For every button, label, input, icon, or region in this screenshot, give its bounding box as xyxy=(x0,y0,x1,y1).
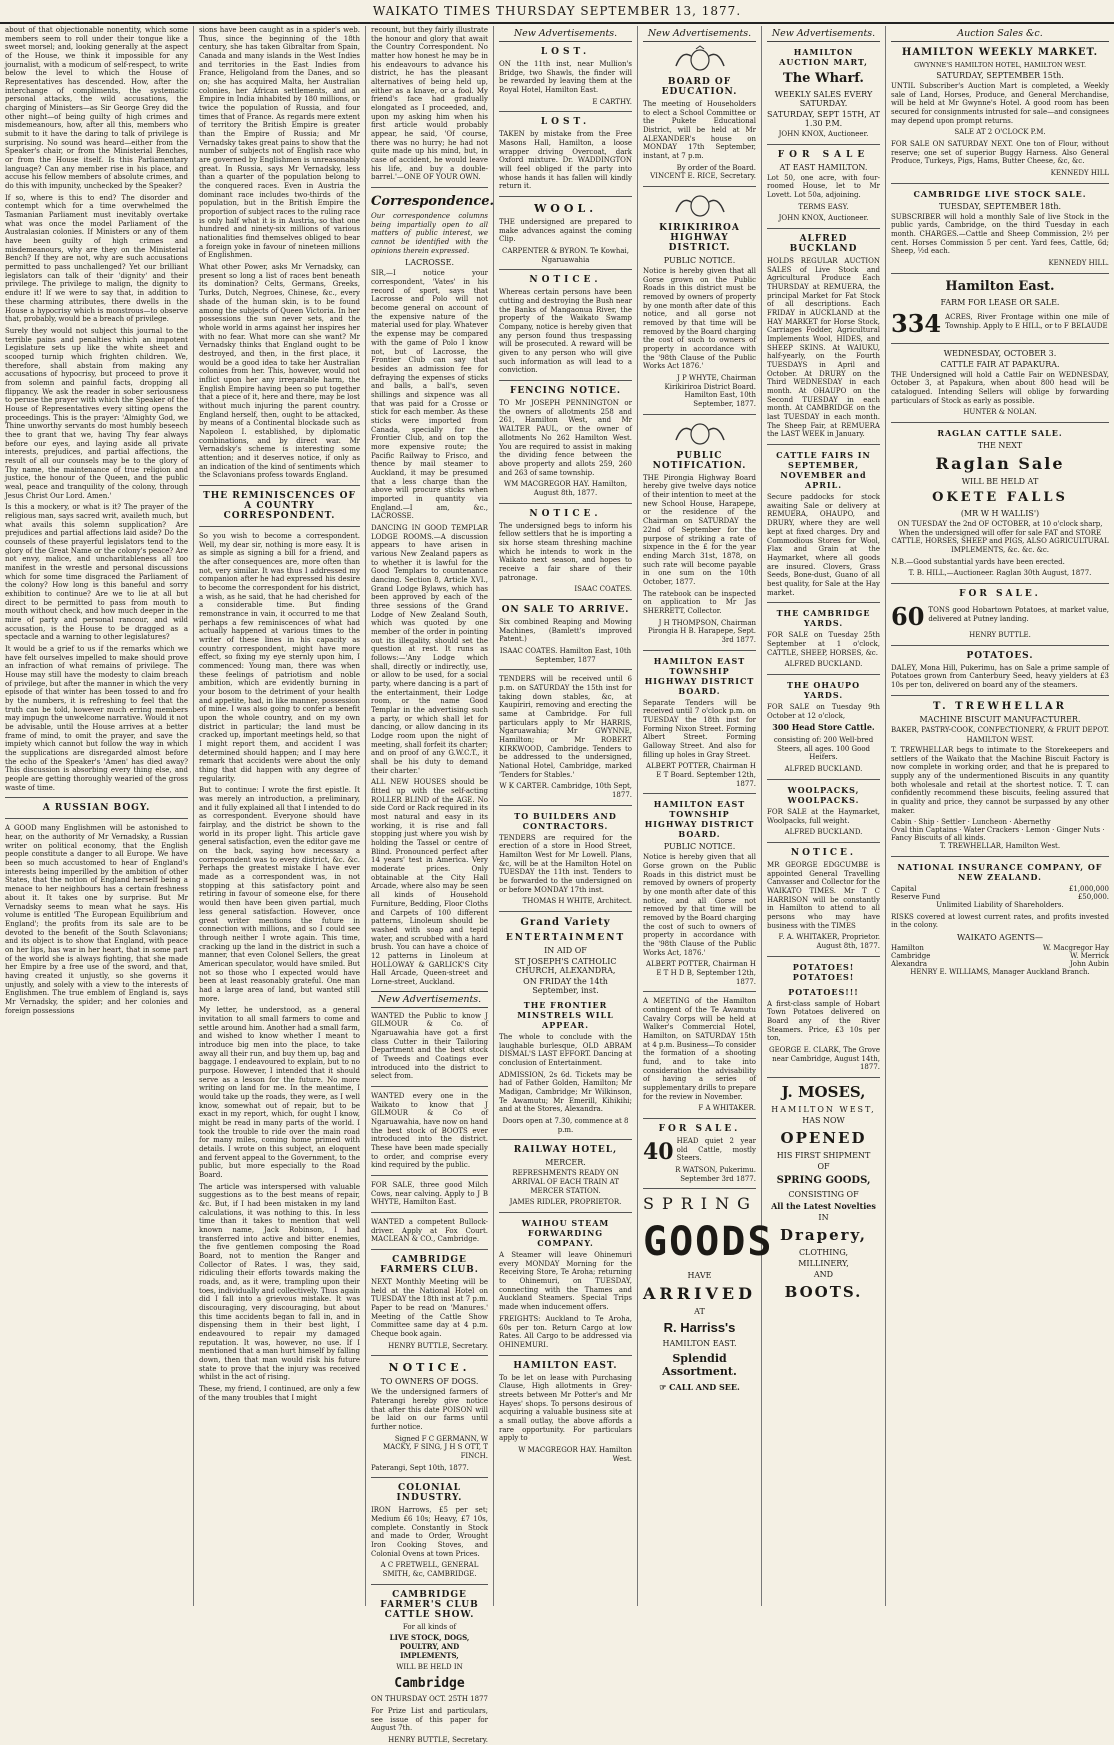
divider xyxy=(643,1118,756,1119)
ad: A first-class sample of Hobart Town Potatoes delivered on Board any of the River Steamers. Price, £3 10s per ton, xyxy=(767,999,880,1043)
section-header: Auction Sales &c. xyxy=(891,26,1109,42)
ad: MR GEORGE EDGCUMBE is appointed General Travelling Canvasser and Collector for the WAIKATO TIMES. Mr T C HARRISON will be constantly in Hamilton to attend to all persons who may have business with the TIMES xyxy=(767,860,881,930)
ad-line: CONSISTING OF xyxy=(788,1189,859,1199)
ad-heading: POTATOES! POTATOES! xyxy=(792,961,855,982)
ad-subheading: AT EAST HAMILTON. xyxy=(779,162,868,172)
ad-town: Cambridge xyxy=(394,1676,465,1692)
ad: ACRES, River Frontage within one mile of Township. Apply to E HILL, or to F BELAUDE xyxy=(945,313,1109,330)
ad-signature: KENNEDY HILL. xyxy=(1048,259,1109,268)
section-header: New Advertisements. xyxy=(767,26,880,42)
ad-signature: WM MACGREGOR HAY. Hamilton, August 8th, 1877. xyxy=(503,480,628,497)
section-header: New Advertisements. xyxy=(643,26,756,42)
article-paragraph: DANCING IN GOOD TEMPLAR LODGE ROOMS.—A discussion appears to have arisen in various New Zealand papers as to whether it is lawful for the Good Templars to countenance dancing. Section 8, Article XVI., Grand Lodge Bylaws, which has been approved by each of the three sessions of the Grand Lodge of New Zealand South, which was quoted by one member of the order in pointing out its illegality, should set the question at rest. It runs as follows:—'Any Lodge which shall, directly or indirectly, use, or allow to be used, for a social party, where dancing is a part of the entertainment, their Lodge room, or the name Good Templar in the advertising such a party, or which shall let for dancing, or allow dancing in its Lodge room upon the night of meeting, shall forfeit its charter; and on proof of any G.W.C.T., it shall be his duty to demand their charter.' xyxy=(371,523,488,775)
ad-heading: ENTERTAINMENT xyxy=(505,933,626,944)
divider xyxy=(499,599,632,600)
ad-heading: LOST. xyxy=(540,47,591,57)
ad-count: 60 xyxy=(891,602,925,632)
ad: ON the 11th inst, near Mullion's Bridge, two Shawls, the finder will be rewarded by leaving them at the Royal Hotel, Hamilton East. xyxy=(499,60,632,95)
ad-line: SALE AT 2 O'CLOCK P.M. xyxy=(954,128,1046,137)
divider xyxy=(371,187,488,188)
ad-signature: ALFRED BUCKLAND. xyxy=(784,765,863,774)
ad-subheading: TUESDAY, SEPTEMBER 18th. xyxy=(938,201,1062,211)
ad: T. TREWHELLAR begs to intimate to the Storekeepers and settlers of the Waikato that the Machine Biscuit Factory is now complete in working order, and that he is prepared to supply any of the undermentioned Biscuits in any quantity both wholesale and retail at the shortest notice. T. T. can confidently recommend these biscuits, feeling assured that in quality and price, they cannot be surpassed by any other maker. xyxy=(891,745,1109,815)
ad: For Prize List and particulars, see issue of this paper for August 7th. xyxy=(371,1706,488,1733)
ad: TO Mr JOSEPH PENNINGTON or the owners of allotments 258 and 261, Hamilton West, and Mr WALTER PAUL, or the owner of allotments No 262 Hamilton West. You are required to assist in making the dividing fence between the above property and allots 259, 260 and 263 of same township. xyxy=(499,399,632,477)
ad-signature: JOHN KNOX, Auctioneer. xyxy=(778,214,869,223)
divider xyxy=(371,1477,488,1478)
ad: ON TUESDAY the 2nd OF OCTOBER, at 10 o'clock sharp, When the undersigned will offer for sale FAT and STORE CATTLE, HORSES, SHEEP and PIGS, ALSO AGRICULTURAL IMPLEMENTS, &c. &c. &c. xyxy=(891,520,1109,555)
ad-heading: TO BUILDERS AND CONTRACTORS. xyxy=(514,810,617,831)
ad-subheading: BAKER, PASTRY-COOK, CONFECTIONERY, & FRUIT DEPOT. xyxy=(891,725,1109,734)
ad: FOR SALE on Tuesday 9th October at 12 o'clock, xyxy=(767,702,880,720)
ad-heading: KIRIKIRIROA HIGHWAY DISTRICT. xyxy=(659,223,740,254)
letter-title: LACROSSE. xyxy=(405,258,454,268)
ad-line: TERMS EASY. xyxy=(798,202,849,211)
ad-signature: ISAAC COATES. Hamilton East, 10th September, 1877 xyxy=(499,646,632,664)
ad-heading: Raglan Sale xyxy=(935,454,1065,474)
capital-row xyxy=(891,885,1109,893)
ad-heading: CAMBRIDGE FARMERS CLUB. xyxy=(380,1255,479,1275)
royal-crest-icon xyxy=(670,192,730,218)
ad: Lot 50, one acre, with four-roomed House, let to Mr Lovett. Lot 50a, adjoining. xyxy=(767,173,880,200)
ad-line: ST JOSEPH'S CATHOLIC CHURCH, ALEXANDRA, xyxy=(514,957,617,976)
agent-row xyxy=(891,960,1109,968)
ad-line: Unlimited Liability of Shareholders. xyxy=(936,900,1064,909)
ad: FOR SALE ON SATURDAY NEXT. One ton of Flour, without reserve; one set of superior Buggy Harness. Also General Produce, Turkeys, Pigs, Hams, Butter Cheese, &c, &c. xyxy=(891,140,1109,166)
ad-line: AND xyxy=(813,1269,834,1279)
agent-name: W. Merrick xyxy=(1070,951,1109,960)
ad: SUBSCRIBER will hold a monthly Sale of live Stock in the public yards, Cambridge, on the third Tuesday in each month. CHARGES.—Cattle and Sheep Commission, 2½ per cent. Horses Commission 5 per cent. Yard fees, Cattle, 6d; Sheep, ½d each. xyxy=(891,212,1109,256)
biscuit-list-right: Oval thin Captains · Water Crackers · Lemon · Ginger Nuts · Fancy Biscuits of all kinds. xyxy=(891,826,1105,843)
ad-signature: T. B. HILL,—Auctioneer. Raglan 30th August, 1877. xyxy=(908,569,1092,578)
ad-heading: HAMILTON AUCTION MART, xyxy=(779,47,868,67)
divider xyxy=(891,183,1109,184)
ad-heading: HAMILTON EAST. xyxy=(513,1360,618,1371)
ad-heading: FENCING NOTICE. xyxy=(509,386,622,397)
ad: Secure paddocks for stock awaiting Sale or delivery at REMUERA, OHAUPO, and DRURY, where they are well kept at fixed charges. Dry and Commodious Stores for Wool, Flax and Grain at the Haymarket, where all goods are insured. Clovers, Grass Seeds, Bone-dust, Guano of all best quality, for Sale at the Hay market. xyxy=(767,493,880,597)
divider xyxy=(891,583,1109,584)
divider xyxy=(371,1212,488,1213)
article-paragraph: My letter, he understood, as a general invitation to all small farmers to come and settle around him. Another had a small farm, and wished to know whether I meant to introduce big men into the place, to take away all their run, and buy them up, bag and baggage. I endeavoured to explain, but to no purpose. However, I intended that it should serve as a lesson for the future. No more writing on land for me. In the meantime, I would take up the roads, they were, as I well know, somewhat out of repair, but to be exact in my report, which, for ought I know, might be read in many parts of the world. I took the trouble to ride over the main road for many miles, coming home primed with details. I wrote on this subject, an eloquent and fervent appeal to the Government, to the public, but more especially to the Road Board. xyxy=(199,1006,360,1179)
royal-crest-icon xyxy=(670,420,730,446)
article-paragraph: Is this a mockery, or what is it? The prayer of the religious man, says sacred writ, availeth much, but what avails this solemn supplication? Are prejudices and partial affections laid aside? Do the counsels of these prayerful legislators tend to the glory of the Great Name or the colony's peace? Are not envy, malice, and uncharitableness all too manifest in the wrestle and personal discussions which for some time disgraced the Parliament of the colony? How long is this baneful and sorry exhibition to continue? Are we to lie at all but direct to be permitted to pass from mouth to mouth without check, and how much deeper in the mire of party and personal rancour, and wild accusation, is the House to be dragged as a spectacle and a warning to other legislatures? xyxy=(5,503,188,642)
ad: UNTIL Subscriber's Auction Mart is completed, a Weekly sale of Land, Horses, Produce, and General Merchandise, will be held at Mr Gwynne's Hotel. A good room has been secured for consignments intrusted for sale—and consignees may depend upon prompt returns. xyxy=(891,82,1109,125)
ad-heading: CAMBRIDGE FARMER'S CLUB CATTLE SHOW. xyxy=(380,1589,479,1620)
ad-signature: HENRY BUTTLE. xyxy=(969,631,1031,640)
ad: We the undersigned farmers of Paterangi hereby give notice that after this date POISON will be laid on our farms until further notice. xyxy=(371,1388,488,1432)
reserve-row xyxy=(891,893,1109,901)
ad-signature: ALFRED BUCKLAND. xyxy=(784,660,863,669)
ad: THE Undersigned will hold a Cattle Fair on WEDNESDAY, October 3, at Papakura, when about 800 head will be catalogued. Intending Sellers will oblige by forwarding particulars of Stock as early as possible. xyxy=(891,370,1109,405)
ad-subheading: CATTLE FAIR AT PAPAKURA. xyxy=(940,359,1060,369)
capital-value: £1,000,000 xyxy=(1068,884,1109,893)
ad-signature: ALBERT POTTER, Chairman H E T Board. September 12th, 1877. xyxy=(645,762,756,788)
ad-drapery: Drapery, xyxy=(779,1225,868,1244)
ad-line: MILLINERY, xyxy=(798,1258,849,1268)
ad-signature: ALBERT POTTER, Chairman H E T H D B, September 12th, 1877. xyxy=(645,960,756,986)
ad-line: Doors open at 7.30, commence at 8 p.m. xyxy=(502,1117,629,1134)
divider xyxy=(199,485,360,486)
ad-heading: NOTICE. xyxy=(790,847,857,858)
article-heading: A RUSSIAN BOGY. xyxy=(42,803,151,814)
divider xyxy=(499,1139,632,1140)
ad: ADMISSION, 2s 6d. Tickets may be had of Father Golden, Hamilton; Mr Madigan, Cambridge; Mr Wilkinson, Te Awamutu; Mr Emerill, Kihikihi; and at the Stores, Alexandra. xyxy=(499,1070,632,1114)
ad-signature: F. A. WHITAKER, Proprietor. August 8th, 1877. xyxy=(778,933,880,950)
ad-heading: WOOLPACKS, WOOLPACKS. xyxy=(787,784,860,805)
divider xyxy=(199,526,360,527)
ad: To be let on lease with Purchasing Clause, High allotments in Grey-streets between Mr Potter's and Mr Hayes' shops. To persons desirous of acquiring a valuable business site at a small outlay, the above affords a rare opportunity. For particulars apply to xyxy=(499,1373,632,1443)
ad: REFRESHMENTS READY ON ARRIVAL OF EACH TRAIN AT MERCER STATION. xyxy=(512,1169,619,1195)
ad-heading: WOOL. xyxy=(533,202,598,216)
ad-heading: Grand Variety xyxy=(520,917,611,929)
ad: THE Pirongia Highway Board hereby give twelve days notice of their intention to meet at the new School House, Harapepe, or the residence of the Chairman on SATURDAY the 22nd of September for the purpose of striking a rate of sixpence in the £ for the year ending March 31st, 1878, on such rate will become payable in one sum on the 10th October, 1877. xyxy=(643,473,756,586)
divider xyxy=(767,779,880,780)
ad-heading: LOST. xyxy=(540,117,591,128)
ad-signature: J H THOMPSON, Chairman Pirongia H B. Harapepe, Sept. 3rd 1877. xyxy=(647,618,756,644)
ad-heading: RAGLAN CATTLE SALE. xyxy=(937,428,1063,439)
ad-line: LIVE STOCK, DOGS, POULTRY, AND IMPLEMENTS, xyxy=(389,1633,470,1660)
ad: TENDERS are required for the erection of a store in Hood Street, Hamilton West for Mr Lowell. Plans, &c, will be at the Hamilton Hotel on TUESDAY the 11th inst. Tenders to be forwarded to the undersigned on or before MONDAY 17th inst. xyxy=(499,833,632,894)
article-paragraph: ALL NEW HOUSES should be fitted up with the self-acting ROLLER BLIND of the AGE. No side Cord or Rack required in its most natural and easy in its working, it is rise and fall stopping just where you wish by holding the Tassel or centre of Blind. Pronounced perfect after 14 years' test in America. Very moderate prices. Only obtainable at the City Hall Arcade, where also may be seen all kinds of Household Furniture, Bedding, Floor Cloths and Carpets of 100 different patterns, Linoleum should be washed with soap and tepid water, and scrubbed with a hard brush. You can have a choice of 12 patterns in Linoleum at HOLLOWAY & GARLICK'S City Hall Arcade, Queen-street and Lorne-street, Auckland. xyxy=(371,778,488,986)
ad-count: 40 xyxy=(643,1138,674,1165)
ad-heading: HAMILTON WEEKLY MARKET. xyxy=(901,47,1099,58)
ad: WANTED every one in the Waikato to know that J GILMOUR & Co of Ngaruawahia, have now on hand the best stock of BOOTS ever introduced into the district. These have been made specially to order, and comprise every kind required by the public. xyxy=(371,1091,488,1170)
ad-signature: E CARTHY. xyxy=(592,97,632,106)
ad-signature: JAMES RIDLER, PROPRIETOR. xyxy=(509,1198,622,1207)
ad-line: WILL BE HELD AT xyxy=(961,477,1039,487)
divider xyxy=(643,991,756,992)
article-paragraph: If so, where is this to end? The disorder and contempt which for a time overwhelmed the Tasmanian Parliament must inevitably overtake what was once the model Parliament of the Australasian colonies. If Ministers or any of them have been guilty of high crimes and misdemeanours, why are they on the Ministerial Bench? If they are not, why are such accusations permitted to pass unchallenged? Yet our brilliant legislators can talk of their 'dignity' and their privilege. The privilege to malign, the dignity to endure it! If we were to say that, in addition to these charming attributes, there dwells in the House a hypocrisy which is monstrous—to observe that, probably, would be a breach of privilege. xyxy=(5,193,188,324)
ad: IRON Harrows, £5 per set; Medium £6 10s; Heavy, £7 10s, complete. Constantly in Stock and made to Order, Wrought Iron Cooking Stoves, and Colonial Ovens at town Prices. xyxy=(371,1506,488,1558)
capital-label: Capital xyxy=(891,884,917,893)
column-6 xyxy=(762,26,886,1606)
masthead xyxy=(0,0,1114,24)
article-heading: THE REMINISCENCES OF A COUNTRY CORRESPONDENT. xyxy=(203,490,356,521)
ad-subheading: PUBLIC NOTICE. xyxy=(663,842,736,852)
article-paragraph: Surely they would not subject this journal to the terrible pains and penalties which an impotent Legislature sets up like the white sheet and scooped turnip which frighten children. We, therefore, shall abstain from making any accusations of hypocrisy, but proceed to prove it from solemn and painful facts, dropping all flippancy. We ask the reader in sober seriousness to peruse the prayer with which the Speaker of the House of Representatives every sitting opens the proceedings. This is the prayer: 'Almighty God, we Thine unworthy servants do most humbly beseech thee to grant that we, having Thy fear always before our eyes, and laying aside all private interests, prejudices, and partial affections, the result of all our counsels may be to the glory of Thy name, the maintenance of true religion and justice, the honour of the Queen, and the public weal, peace and tranquility of the colony, through Jesus Christ Our Lord. Amen.' xyxy=(5,326,188,500)
divider xyxy=(643,1188,756,1189)
biscuit-list xyxy=(891,818,1109,826)
ad-heading: CAMBRIDGE LIVE STOCK SALE. xyxy=(913,188,1087,199)
ad-heading: NOTICE. xyxy=(529,508,602,519)
ad-line xyxy=(643,1382,756,1392)
ad-heading: THE OHAUPO YARDS. xyxy=(786,679,861,700)
ad-signature: HENRY BUTTLE, Secretary. xyxy=(388,1341,488,1350)
ad: WANTED a competent Bullock-driver. Apply at Fox Court. MACLEAN & CO., Cambridge. xyxy=(371,1217,488,1244)
section-heading: Correspondence. xyxy=(371,194,495,210)
ad: DALEY, Mona Hill, Pukerimu, has on Sale a prime sample of Potatoes grown from Canterbury Seed, heavy yielders at £3 10s per ton, delivered on board any of the steamers. xyxy=(891,663,1109,690)
divider xyxy=(499,911,632,912)
ad-signature: A C FRETWELL, GENERAL SMITH, &c, CAMBRIDGE. xyxy=(380,1561,479,1579)
section-header: New Advertisements. xyxy=(499,26,632,42)
divider xyxy=(891,645,1109,646)
ad-line: (MR W H WALLIS') xyxy=(960,509,1040,519)
agent-place: Cambridge xyxy=(891,951,931,960)
divider xyxy=(371,1175,488,1176)
ad-merchant: J. MOSES, xyxy=(781,1082,866,1101)
column-5 xyxy=(638,26,774,1606)
divider xyxy=(5,818,188,819)
ad-line: AT xyxy=(694,1307,705,1317)
divider xyxy=(891,695,1109,696)
ad-line: CLOTHING, xyxy=(798,1247,849,1257)
ad-heading: FOR SALE. xyxy=(959,589,1041,600)
ad-line: IN xyxy=(818,1212,829,1222)
ad: Six combined Reaping and Mowing Machines, (Bamlett's improved Patent.) xyxy=(499,617,632,644)
ad-call: CALL AND SEE. xyxy=(669,1382,740,1393)
ad-heading: CATTLE FAIRS IN SEPTEMBER, NOVEMBER and APRIL. xyxy=(776,450,871,491)
ad-signature: W MACGREGOR HAY. Hamilton West. xyxy=(518,1445,632,1463)
divider xyxy=(891,343,1109,344)
column-1 xyxy=(0,26,194,1606)
ad-heading: Hamilton East. xyxy=(945,278,1055,294)
divider xyxy=(767,1077,880,1078)
ad-line: All the Latest Novelties xyxy=(771,1200,876,1211)
ad-signature: ALFRED BUCKLAND. xyxy=(784,828,863,837)
ad-heading: PUBLIC NOTIFICATION. xyxy=(652,450,747,471)
divider xyxy=(499,269,632,270)
ad: HEAD quiet 2 year old Cattle, mostly Steers. xyxy=(676,1137,756,1163)
divider xyxy=(767,602,880,603)
ad-heading: HAMILTON EAST TOWNSHIP HIGHWAY DISTRICT BOARD. xyxy=(644,655,755,696)
ad: Notice is hereby given that all Gorse grown on the Public Roads in this district must be removed by owners of property by one month after date of this notice, and all gorse not removed by that time will be removed by the Board charging the cost of such to owners of property in accordance with the '98th Clause of the Public Works Act 1876.' xyxy=(643,267,756,371)
ad-signature: ISAAC COATES. xyxy=(574,585,632,594)
ad-signature: T. TREWHELLAR, Hamilton West. xyxy=(939,842,1061,851)
ad: WANTED the Public to know J GILMOUR & Co. of Ngaruawahia have got a first class Cutter in their Tailoring Department and the best stock of Tweeds and Coatings ever introduced into the district to select from. xyxy=(371,1011,488,1081)
article-paragraph: It would be a grief to us if the remarks which we have felt ourselves impelled to make should prove an infraction of what remains of privilege. The House may still have the modesty to claim breach of privilege, but after the manner in which the very episode of that winter has been tossed to and fro by the numbers, it is refreshing to feel that the truth can be told, however much erring members may impugn the unwelcome narrative. Would it not be advisable, until the House arrives at a better frame of mind, to omit the prayer, and save the impiety which cannot but follow the way in which the supplications are disregarded almost before the echo of the Speaker's 'Amen' has died away? This discussion is absorbing every thing else, and people are getting thoroughly wearied of the gross waste of time. xyxy=(5,645,188,792)
biscuit-list-left: Cabin · Ship · Settler · Luncheon · Abernethy xyxy=(891,818,1051,827)
ad-line: SATURDAY, SEPT 15TH, AT 1.30 P.M. xyxy=(767,110,880,128)
editorial-note: Our correspondence columns being impartially open to all matters of public interest, we cannot be identified with the opinions therein expressed. xyxy=(371,212,488,255)
divider xyxy=(499,111,632,112)
ad-heading: RAILWAY HOTEL, xyxy=(513,1145,618,1156)
article-paragraph: sions have been caught as in a spider's web. Thus, since the beginning of the 18th century, she has taken Gibraltar from Spain, Canada and many islands in the West Indies and territories in the East Indies from France, Heligoland from the Danes, and so on; she has acquired Malta, her Australian colonies, her African settlements, and an Empire in India inhabited by 180 millions, or twice the population of Russia, and four times that of France. As regards mere extent of territory the British Empire is greater than the Empire of Russia; and Mr Vernadsky takes great pains to show that the number of subjects not of English race who are governed by Englishmen is unreasonably great. In Russia, says Mr Vernadsky, less than a quarter of the population belong to the conquered races. Even in Austria the dominant race includes two-thirds of the population, but in the British Empire the proportion of subject races to the ruling race is only half what it is in Austria, so that one hundred and ninety-six millions of various nationalities find themselves obliged to bear a foreign yoke in favour of nineteen millions of Englishmen. xyxy=(199,26,360,260)
ad-subheading: MACHINE BISCUIT MANUFACTURER. xyxy=(919,714,1081,724)
ad-signature: Signed F C GERMANN, W MACKY, F SING, J H S OTT, T FINCH. xyxy=(382,1434,488,1461)
divider xyxy=(767,444,880,445)
ad-subheading: SATURDAY, SEPTEMBER 15th. xyxy=(936,71,1064,80)
ad-line: Splendid Assortment. xyxy=(662,1352,737,1379)
ad-line: WEEKLY SALES EVERY SATURDAY. xyxy=(774,90,873,108)
divider xyxy=(643,650,756,651)
ad: FREIGHTS: Auckland to Te Aroha, 60s per ton. Return Cargo at low Rates. All Cargo to be addressed via OHINEMURI. xyxy=(499,1314,632,1349)
ad: The whole to conclude with the laughable burlesque, OLD ABRAM DISMAL'S LAST EFFORT. Dancing at conclusion of Entertainment. xyxy=(499,1033,632,1068)
ad-signature: THOMAS H WHITE, Architect. xyxy=(522,897,632,906)
royal-crest-icon xyxy=(670,46,730,72)
divider xyxy=(891,856,1109,857)
ad: THE undersigned are prepared to make advances against the coming Clip. xyxy=(499,218,632,244)
ad-signature: CARPENTER & BYRON. Te Kowhai, Ngaruawahia xyxy=(501,247,630,264)
divider xyxy=(767,842,880,843)
ad-heading: WAIKATO AGENTS— xyxy=(956,932,1043,942)
ad-subheading: TO OWNERS OF DOGS. xyxy=(380,1377,479,1387)
ad-heading: POTATOES. xyxy=(966,650,1034,661)
ad: Notice is hereby given that all Gorse grown on the Public Roads in this district must be removed by owners of property by one month after date of this notice, and all Gorse not removed by that time will be removed by the Board charging the cost of such to owners of property in accordance with the '98th Clause of the Public Works Act, 1876.' xyxy=(643,853,756,957)
ad-line: ON THURSDAY OCT. 25TH 1877 xyxy=(371,1695,488,1704)
agent-row xyxy=(891,952,1109,960)
ad: The undersigned begs to inform his fellow settlers that he is importing a six horse steam threshing machine which he intends to work in the Waikato next season, and hopes to receive a fair share of their patronage. xyxy=(499,521,632,582)
ad-signature: R WATSON, Pukerimu. September 3rd 1877. xyxy=(675,1166,756,1183)
ad-signature: HUNTER & NOLAN. xyxy=(963,408,1037,417)
ad: The ratebook can be inspected on application to Mr Jas SHERRETT, Collector. xyxy=(643,589,756,615)
ad-count: 334 xyxy=(891,308,942,338)
ad-heading: ALFRED BUCKLAND xyxy=(789,234,858,255)
agent-place: Alexandra xyxy=(891,959,928,968)
ad-heading: ON SALE TO ARRIVE. xyxy=(501,604,630,615)
ad-signature: JOHN KNOX, Auctioneer. xyxy=(778,130,869,138)
ad-signature: GEORGE E. CLARK, The Grove near Cambridge, August 14th, 1877. xyxy=(768,1045,880,1072)
ad: N.B.—Good substantial yards have been erected. xyxy=(891,557,1065,566)
divider xyxy=(767,228,880,229)
ad: NEXT Monthly Meeting will be held at the National Hotel on TUESDAY the 18th inst at 7 p.m. Paper to be read on 'Manures.' Meeting of the Cattle Show Committee same day at 4 p.m. Cheque book again. xyxy=(371,1278,488,1339)
article-paragraph: A GOOD many Englishmen will be astonished to hear, on the authority of Mr Vernadsky, a Russian writer on political economy, that the English people constitute a danger to all Europe. We have been so much accustomed to hear of England's interests being imperilled by the ambition of other States, that the notion of England herself being a menace to her neighbours has a certain freshness about it. It takes one by surprise. But Mr Vernadsky seems to mean what he says. His volume is entitled 'The European Equilibrium and England'; the profits from its sale are to be devoted to the benefit of the South Sclavonians; and its object is to show that England, with peace on her lips, has war in her heart, that in some part of the world she is always fighting, that she made her Empire by a free use of the sword, and that, having created it unjustly, so she governs it unjustly, and solely with a view to the interests of Englishmen. The true emblem of England is, says Mr Vernadsky, the spider; and her colonies and foreign possessions xyxy=(5,824,188,1015)
ad-subheading: FARM FOR LEASE OR SALE. xyxy=(940,297,1060,307)
ad-line: WILL BE HELD IN xyxy=(396,1663,463,1672)
ad-opened: OPENED xyxy=(780,1128,867,1147)
ad: RISKS covered at lowest current rates, and profits invested in the colony. xyxy=(891,912,1109,930)
agent-place: Hamilton xyxy=(891,943,924,952)
ad: FOR SALE, three good Milch Cows, near calving. Apply to J B WHYTE, Hamilton East. xyxy=(371,1180,488,1207)
pointing-hand-icon: ☞ xyxy=(659,1382,667,1393)
divider xyxy=(499,1212,632,1213)
ad-line: OF xyxy=(817,1161,830,1171)
ad-heading: WAIHOU STEAM FORWARDING COMPANY. xyxy=(521,1218,610,1249)
ad-signature: J P WHYTE, Chairman Kirikiriroa District Board. Hamilton East, 10th September, 1877. xyxy=(664,374,756,409)
ad-heading: FOR SALE xyxy=(777,149,870,160)
reserve-label: Reserve Fund xyxy=(891,892,941,901)
ad: FOR SALE at the Haymarket, Woolpacks, full weight. xyxy=(767,807,880,825)
ad-subheading: GWYNNE'S HAMILTON HOTEL, HAMILTON WEST. xyxy=(913,61,1087,69)
divider xyxy=(643,793,756,794)
ad-line: ON FRIDAY the 14th September, inst. xyxy=(523,977,608,996)
divider xyxy=(499,380,632,381)
article-paragraph: But to continue: I wrote the first epistle. It was merely an introduction, a preliminary, and it fully explained all that I intended to do as correspondent. Everyone should have fairplay, and the district be shown to the world in its proper light. This article gave general satisfaction, even the editor gave me on the back, saying how necessary a correspondent was to every district, &c. &c. Perhaps the greatest mistake I have ever made as a correspondent was, in not stopping at this satisfactory point and retiring in favour of someone else, for there would then have been given partial, much less general satisfaction. However, once great writer mentions the future in connection with millions, and so I could see through neither I wrote again. This time, cracking up the land in the district in such a manner, that even Colonel Sellers, the great American speculator, would have smiled. But not so those who I expected would have been at least reasonably grateful. One man had a large area of land, but wanted still more. xyxy=(199,786,360,1003)
ad-heading: WEDNESDAY, OCTOBER 3. xyxy=(943,348,1057,358)
ad-heading: T. TREWHELLAR xyxy=(933,700,1067,712)
ad-heading: HAMILTON EAST TOWNSHIP HIGHWAY DISTRICT BOARD. xyxy=(644,799,755,840)
ad: A Steamer will leave Ohinemuri every MONDAY Morning for the Receiving Store, Te Aroha; returning to Ohinemuri, on TUESDAY, connecting with the Thames and Auckland Steamers. Special Trips made when inducement offers. xyxy=(499,1251,632,1312)
ad: A MEETING of the Hamilton contingent of the Te Awamutu Cavalry Corps will be held at Walker's Commercial Hotel, Hamilton, on SATURDAY 15th at 4 p.m. Business—To consider the formation of a shooting fund, and to take into consideration the advisability of having a series of supplementary drills to prepare for the review in November. xyxy=(643,997,757,1101)
ad: The meeting of Householders to elect a School Committee or the Pukete Educational District, will be held at Mr ALEXANDER's house on MONDAY 17th September, instant, at 7 p.m. xyxy=(643,100,756,161)
column-3 xyxy=(366,26,495,1744)
ad-line: HAMILTON WEST, xyxy=(771,1104,876,1114)
ad-subheading: PUBLIC NOTICE. xyxy=(663,256,736,266)
ad-merchant: R. Harriss's xyxy=(663,1320,736,1336)
divider xyxy=(499,503,632,504)
ad-signature: HENRY BUTTLE, Secretary. xyxy=(388,1735,488,1744)
ad-heading: The Wharf. xyxy=(783,71,864,86)
ad: Separate Tenders will be received until 7 o'clock p.m. on TUESDAY the 18th inst for Forming Nixon Street. Forming Albert Street. Forming Galloway Street. And also for filling up holes in Gray Street. xyxy=(643,698,756,759)
article-paragraph: The article was interspersed with valuable suggestions as to the best means of repair, &c. But, if I had been mistaken in my land calculations, it was nothing to this. In less time than it takes to mention that well known name, Jack Robinson, I had transferred into active and bitter enemies, the five gentlemen composing the Road Board, not to mention the Ranger and Collector of Rates. I was, they said, ridiculing their efforts towards making the roads, and, as it were, trampling upon their toes, individually and collectively. Thus again did I fall into a grievous mistake. It was discouraging, very discouraging, but about this time accidents began to fall in, and in dispensing them in their best light, I endeavoured to repair my damaged reputation. It was, however, no use. If I mentioned that a man hurt himself by falling down, then that man would risk his future state to prove that the injury was received whilst in the act of rising. xyxy=(199,1182,360,1382)
letter-body: SIR,—I notice your correspondent, 'Vates' in his record of sport, says that Lacrosse and Polo will not become general on account of the expensive nature of the material used for play. Whatever the expense may be compared with the game of Polo I know not, but of Lacrosse, the Frontier Club can say that besides an admission fee for defraying the expenses of sticks and balls, a ball's, seven shillings and sixpence was all that was paid for a Crosse or stick for each member. As these sticks were imported from Canada, specially for the Frontier Club, and on top the more expensive route; the Pacific Railway to Frisco, and thence by mail steamer to Auckland, it may be presumed that a less charge than the above will procure sticks when imported in quantity via England.—I am, &c., LACROSSE. xyxy=(371,269,488,521)
ad-line: consisting of: 200 Well-bred Steers, all ages. 100 Good Heifers. xyxy=(773,736,874,762)
ad-subheading: HAMILTON WEST. xyxy=(966,735,1034,744)
ad-line: SPRING GOODS, xyxy=(776,1174,871,1186)
ad-line: HAMILTON EAST. xyxy=(662,1339,737,1349)
ad-line: MERCER. xyxy=(545,1158,586,1168)
divider xyxy=(499,669,632,670)
ad: HOLDS REGULAR AUCTION SALES of Live Stock and Agricultural Produce Each THURSDAY at REMUERA, the principal Market for Fat Stock of all descriptions. Each FRIDAY in AUCKLAND at the HAY MARKET for Horse Stock, Carriages Fodder, Agricultural Implements Wool, HIDES, and SHEEP SKINS. At WAIUKU, half-yearly, on the Fourth TUESDAYS in April and October. At DRURY on the Third WEDNESDAY in each month. At OHAUPO on the Second TUESDAY in each month. At CAMBRIDGE on the last TUESDAY in each month. The Sheep Fair, at REMUERA the LAST WEEK in January. xyxy=(767,257,880,439)
divider xyxy=(499,196,632,197)
ad-signature: HENRY E. WILLIAMS, Manager Auckland Branch. xyxy=(910,967,1090,976)
biscuit-list xyxy=(891,826,1109,842)
ad-spring: SPRING xyxy=(643,1194,758,1214)
ad-boots: BOOTS. xyxy=(784,1282,863,1301)
ad-line: HIS FIRST SHIPMENT xyxy=(776,1150,871,1160)
divider xyxy=(891,422,1109,423)
divider xyxy=(643,414,756,415)
ad: FOR SALE on Tuesday 25th September at 1 o'clock, CATTLE, SHEEP, HORSES, &c. xyxy=(767,631,880,657)
divider xyxy=(371,1584,488,1585)
column-7 xyxy=(886,26,1114,1606)
agent-name: W. Macgregor Hay xyxy=(1042,943,1109,952)
divider xyxy=(891,273,1109,274)
divider xyxy=(371,1355,488,1356)
ad-heading: THE CAMBRIDGE YARDS. xyxy=(776,608,871,629)
article-paragraph: These, my friend, I continued, are only a few of the many troubles that I might xyxy=(199,1385,360,1402)
column-2 xyxy=(194,26,366,1606)
ad-heading: COLONIAL INDUSTRY. xyxy=(396,1483,463,1504)
ad-line: HAS NOW xyxy=(802,1115,845,1125)
divider xyxy=(767,956,880,957)
ad: TAKEN by mistake from the Free Masons Hall, Hamilton, a loose wrapper driving Overcoat, dark Oxford mixture. Dr. WADDINGTON will feel obliged if the party into whose hands it has fallen will kindly return it. xyxy=(499,130,632,191)
divider xyxy=(499,805,632,806)
article-paragraph: So you wish to become a correspondent. Well, my dear sir, nothing is more easy. It is as simple as signing a bill for a friend, and the after consequences are, more often than not, very similar. It was thus I addressed my companion after he had expressed his desire to become the correspondent for his district, a wish, as he said, that he had cherished for a considerable time. But finding remonstrance in vain, it occurred to me that perhaps a few reminiscences of what had actually happened at various times to the writer of these lines in his capacity as country correspondent, might have more effect, so fixing my eye sternly upon him, I commenced: Young man, there was when these feelings of patriotism and noble ambition, which are evidently burning in your bosom to the detriment of your health and appetite, had, in like manner, possession of mine. I was also going to confer a benefit upon the whole country, and on my own district in particular; the land must be cracked up, important meetings held, so that I might report them, and accident I was determined should happen; and I may here remark that accidents were about the only thing that did happen with any degree of regularity. xyxy=(199,531,360,783)
ad-line: IN AID OF xyxy=(544,946,587,956)
ad-signature: F A WHITAKER. xyxy=(698,1104,756,1113)
ad: TONS good Hobartown Potatoes, at market value, delivered at Putney landing. xyxy=(928,606,1109,624)
ad-line: 300 Head Store Cattle. xyxy=(772,722,875,733)
ad-signature: W K CARTER. Cambridge, 10th Sept, 1877. xyxy=(499,782,632,799)
agent-row xyxy=(891,944,1109,952)
ad-signature: By order of the Board. VINCENT E. RICE, Secretary. xyxy=(650,163,756,181)
ad-signature: KENNEDY HILL xyxy=(1050,169,1109,178)
ad: TENDERS will be received until 6 p.m. on SATURDAY the 15th inst for taking down stables, &c, at Kaupiriri, removing and erecting the same at Cambridge. For full particulars apply to Mr HARRIS, Ngaruawahia; Mr GWYNNE, Hamilton; or Mr ROBERT KIRKWOOD, Cambridge. Tenders to be addressed to the undersigned, National Hotel, Cambridge, marked 'Tenders for Stables.' xyxy=(499,675,632,779)
ad-line: HAVE xyxy=(687,1271,712,1281)
ad-heading: THE FRONTIER MINSTRELS WILL APPEAR. xyxy=(517,1000,614,1031)
ad-heading: NOTICE. xyxy=(529,275,602,286)
article-paragraph: recount, but they fairly illustrate the honour and glory that await the Country Correspondent. No matter how honest he may be in his endeavours to advance his district, he has the pleasant alternatives of being held up, either as a knave, or a fool. My friend's face had gradually elongated as I proceeded, and, upon my asking him when his first article would probably appear, he said, 'Of course, there was no hurry; he had not quite made up his mind, but, in case of accident, he would leave his life, and buy a double-barrel.'—ONE OF YOUR OWN. xyxy=(371,26,488,182)
divider xyxy=(5,797,188,798)
ad-heading: NATIONAL INSURANCE COMPANY, OF NEW ZEALAND. xyxy=(897,861,1103,882)
ad-date: Paterangi, Sept 10th, 1877. xyxy=(371,1463,469,1472)
ad: Whereas certain persons have been cutting and destroying the Bush near the Banks of Mangaonua River, the property of the Waikato Swamp Company, notice is hereby given that any person found thus trespassing will be prosecuted. A reward will be given to any person who will give such information as will lead to a conviction. xyxy=(499,288,632,375)
ad-heading: FOR SALE. xyxy=(658,1124,741,1135)
divider xyxy=(371,1086,488,1087)
ad-heading: BOARD OF EDUCATION. xyxy=(661,77,738,97)
column-4 xyxy=(494,26,638,1606)
ad-goods: GOODS xyxy=(643,1219,774,1266)
divider xyxy=(643,186,756,187)
divider xyxy=(499,1355,632,1356)
reserve-value: £50,000. xyxy=(1077,892,1109,901)
divider xyxy=(767,674,880,675)
section-header: New Advertisements. xyxy=(371,991,488,1008)
masthead-title: WAIKATO TIMES THURSDAY SEPTEMBER 13, 1877. xyxy=(372,4,742,18)
divider xyxy=(371,1249,488,1250)
ad-heading: NOTICE. xyxy=(388,1361,471,1375)
article-paragraph: about of that objectionable nonentity, which some members seem to roll under their tongue like a sweet morsel; and, looking generally at the aspect of the House, we think it impossible for any journalist, with a modicum of self-respect, to write below the level to which the House of Representatives has descended. How, after the interchange of compliments, the systematic personal attacks, the wild accusations, the charging of Ministers—as Sir George Grey did the other night—of being guilty of high crimes and misdemeanours, how, after all this, members who submit to it have the daring to talk of privilege is surprising. No sound was heard—either from the Speaker's chair, or from the Ministerial Benches, or from the House itself. Is this Parliamentary language? Can any member rise in his place, and accuse his fellow members of absolute crimes, and do this with impunity, unchecked by the Speaker? xyxy=(5,26,188,191)
article-paragraph: What other Power, asks Mr Vernadsky, can present so long a list of races bent beneath its domination? Celts, Germans, Greeks, Turks, Dutch, Negroes, Chinese, &c., every shade of the human skin, is to be found among the subjects of Queen Victoria. In her possessions the sun never sets, and the whole world in arms against her inspires her with no fear. What more can she want? Mr Vernadsky thinks that England ought to be destroyed, and then, in the first place, it would be a good idea to take her Australian colonies from her. This, however, would not inflict upon her any irreparable harm, the English Empire having been so put together that a piece of it, here and there, may be lost without much injuring the parent country. England herself, then, ought to be attacked, by means of a Continental blockade such as Napoleon I. established, by diplomatic combinations, and by direct war. Mr Vernadsky's scheme is interesting some attention; and it deserves notice, if only as an indication of the kind of sentiments which the Sclavonians profess towards England. xyxy=(199,263,360,480)
ad-line: For all kinds of xyxy=(402,1622,457,1631)
ad-heading: POTATOES!!! xyxy=(788,986,859,997)
divider xyxy=(767,144,880,145)
ad-heading: OKETE FALLS xyxy=(932,490,1068,506)
agent-name: John Aubin xyxy=(1069,959,1109,968)
ad-line: THE NEXT xyxy=(977,441,1023,451)
ad-arrived: ARRIVED xyxy=(643,1284,756,1304)
